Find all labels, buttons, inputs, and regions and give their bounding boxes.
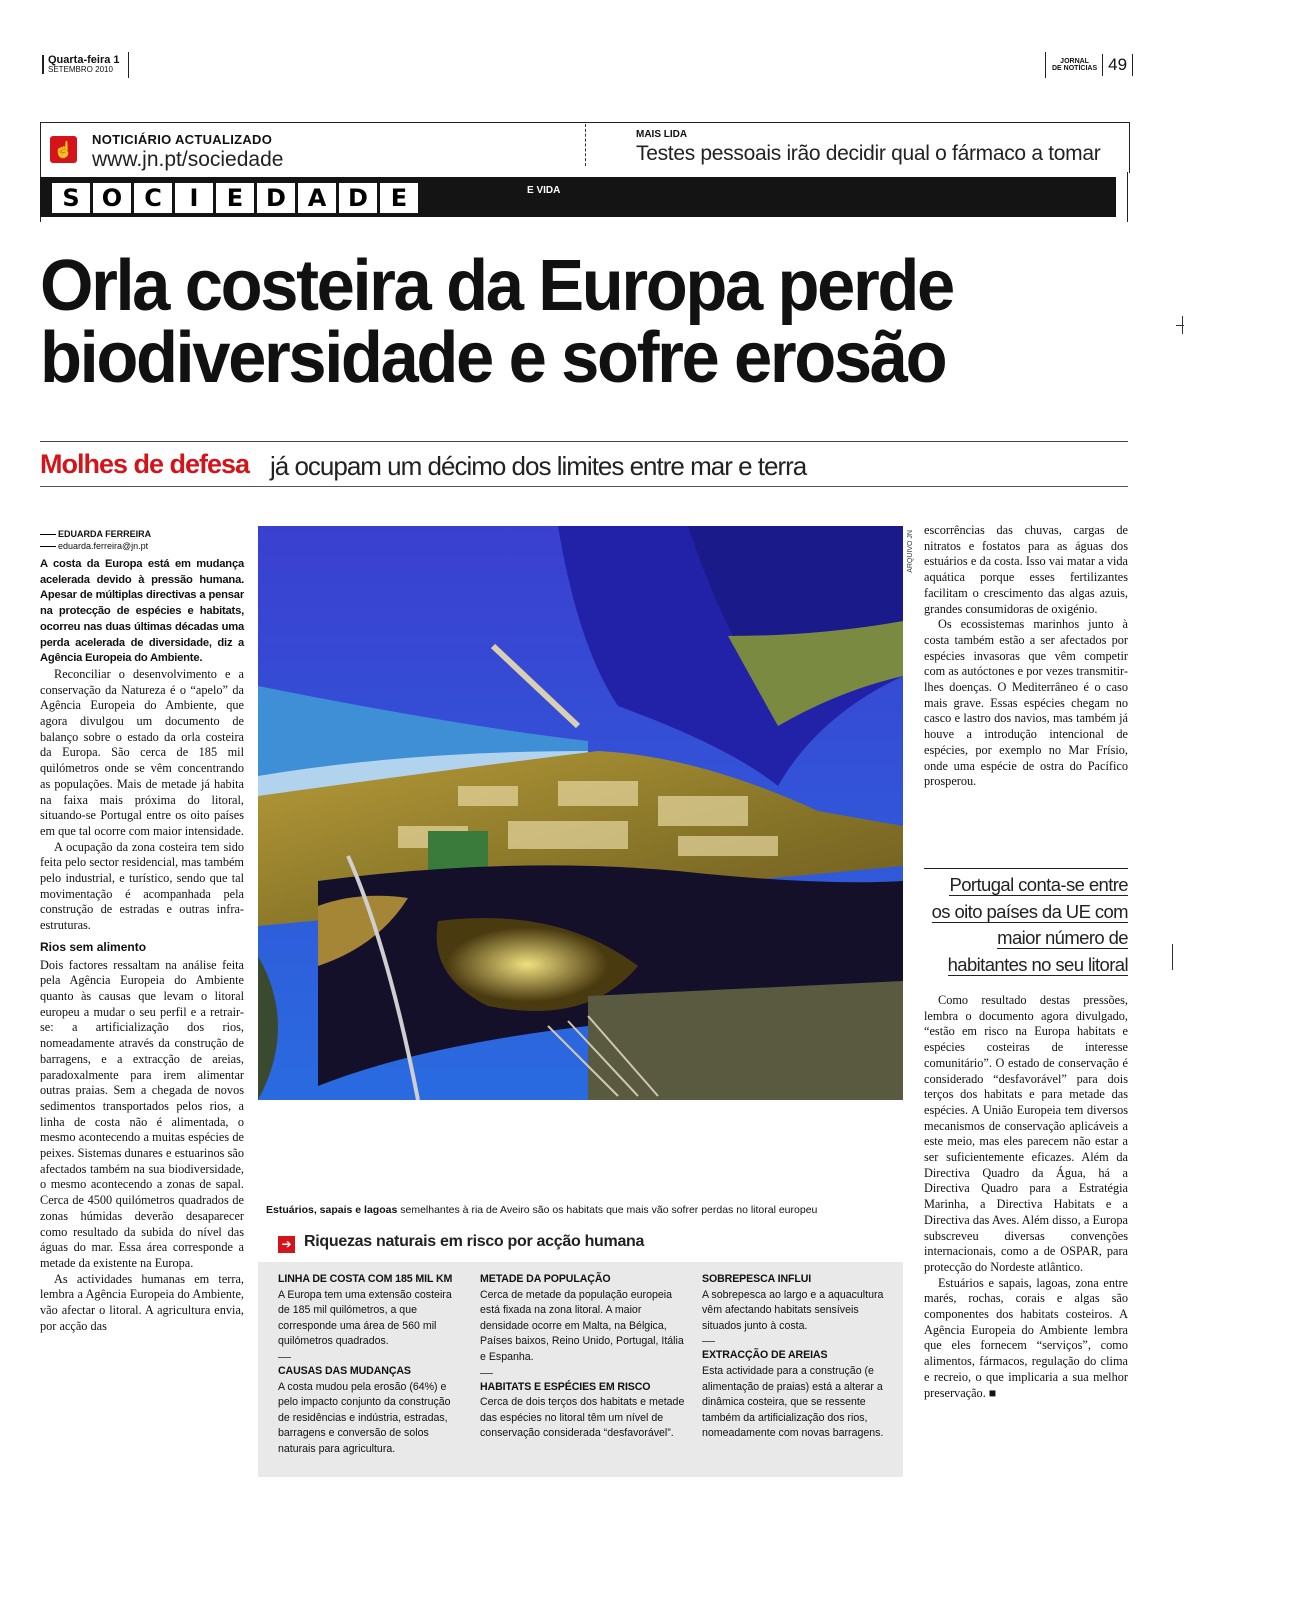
section-letter: I	[175, 183, 213, 213]
arrow-right-icon: ➔	[278, 1236, 295, 1253]
article-paragraph: Os ecossistemas marinhos junto à costa também estão a ser afectados por espécies invasoras que vêm competir com as autóctones e por vezes transmitir-lhes doenças. O Mediterrâneo é o caso mais grave. Essas espécies chegam no casco e lastro dos navios, mas também já houve a introdução intencional de espécies, por exemplo no Mar Frísio, onde uma espécie de ostra do Pacífico prosperou.	[924, 617, 1128, 789]
issue-date	[42, 55, 120, 74]
photo-caption	[266, 1204, 817, 1216]
subheadline-highlight: Molhes de defesa	[40, 449, 250, 479]
section-right-rule	[1127, 172, 1128, 222]
article-paragraph: A ocupação da zona costeira tem sido feita pelo sector residencial, mas também pelo industrial, e turístico, sendo que tal movimentação é acompanhada pela construção de estradas e outras infra-estruturas.	[40, 839, 244, 933]
section-letter: C	[134, 183, 172, 213]
section-letter: O	[93, 183, 131, 213]
article-lead: A costa da Europa está em mudança acelerada devido à pressão humana. Apesar de múltiplas directivas a pensar na protecção de espécies e habitats, ocorreu nas duas últimas décadas uma perda acelerada de diversidade, diz a Agência Europeia do Ambiente.	[40, 558, 244, 665]
infobox-column-1	[278, 1272, 464, 1458]
photo-credit: ARQUIVO JN	[907, 530, 914, 573]
infobox-column-3	[702, 1272, 890, 1442]
section-letter: E	[380, 183, 418, 213]
infobox-heading: HABITATS E ESPÉCIES EM RISCO	[480, 1380, 651, 1393]
page-number: 49	[1108, 55, 1128, 74]
pull-quote	[924, 872, 1128, 978]
pull-quote-line: os oito países da UE com	[931, 900, 1128, 922]
subheadline-text: já ocupam um décimo dos limites entre mar e terra	[270, 451, 807, 481]
byline	[40, 528, 151, 552]
pull-quote-top-rule	[924, 868, 1128, 869]
paper-name	[1052, 58, 1097, 73]
article-paragraph: As actividades humanas em terra, lembra a Agência Europeia do Ambiente, vão afectar o litoral. A agricultura envia, por acção das	[40, 1271, 244, 1333]
subheadline-top-rule	[40, 441, 1128, 442]
subheadline-bottom-rule	[40, 486, 1128, 487]
most-read-link[interactable]: Testes pessoais irão decidir qual o fármaco a tomar	[636, 142, 1101, 165]
article-paragraph: Como resultado destas pressões, lembra o documento agora divulgado, “estão em risco na Europa habitats e espécies costeiras de interesse comunitário”. O estado de conservação é considerado “desfavorável” para dois terços dos habitats e para metade das espécies. A União Europeia tem diversos mecanismos de conservação aplicáveis a este meio, mas eles parecem não estar a ser suficientemente eficazes. Além da Directiva Quadro da Água, há a Directiva Quadro para a Estratégia Marinha, a Directiva Habitats e a Directiva das Aves. Além disso, a Europa subscreveu diversas convenções internacionais, como a de OSPAR, para protecção do Nordeste atlântico.	[924, 993, 1128, 1274]
pointer-hand-icon: ☝	[50, 136, 77, 163]
notice-divider	[585, 124, 587, 166]
infobox-heading: EXTRACÇÃO DE AREIAS	[702, 1349, 828, 1362]
infobox-heading: LINHA DE COSTA COM 185 MIL KM	[278, 1273, 453, 1285]
crop-mark	[1172, 944, 1173, 970]
most-read-label: MAIS LIDA	[636, 129, 688, 140]
infobox-text: A Europa tem uma extensão costeira de 185 mil quilómetros, a que corresponde uma área de 560 mil quilómetros quadrados.	[278, 1288, 452, 1348]
header-divider	[128, 52, 129, 78]
pull-quote-line: maior número de	[997, 927, 1128, 948]
section-letter: D	[257, 183, 295, 213]
article-subhead: Rios sem alimento	[40, 939, 147, 954]
paper-name-line2: DE NOTÍCIAS	[1052, 65, 1098, 72]
infobox-title: Riquezas naturais em risco por acção humana	[304, 1233, 645, 1250]
infobox-text: Cerca de metade da população europeia está fixada na zona litoral. A maior densidade ocorre em Malta, na Bélgica, Países baixos, Reino Unido, Portugal, Itália e Espanha.	[480, 1288, 684, 1363]
article-column-3-top	[924, 523, 1128, 790]
masthead-divider	[1102, 54, 1103, 76]
article-paragraph: Estuários e sapais, lagoas, zona entre marés, rochas, corais e algas são componentes dos habitats costeiros. A Agência Europeia do Ambiente lembra que eles fornecem “serviços”, como alimentos, fármacos, regulação do clima e recreio, o que implicaria a sua melhor preservação. ■	[924, 1275, 1128, 1400]
section-title	[52, 183, 418, 213]
issue-month: SETEMBRO 2010	[48, 65, 113, 74]
infobox-text: A costa mudou pela erosão (64%) e pelo impacto conjunto da construção de residências e indústria, estradas, barragens e conversão de solos naturais para agricultura.	[278, 1380, 451, 1455]
pull-quote-line: Portugal conta-se entre	[949, 874, 1128, 895]
paper-name-line1: JORNAL	[1060, 57, 1089, 65]
pull-quote-line: habitantes no seu litoral	[947, 953, 1128, 975]
section-letter: E	[216, 183, 254, 213]
infobox-heading: SOBREPESCA INFLUI	[702, 1273, 812, 1285]
author-name: EDUARDA FERREIRA	[58, 529, 152, 539]
paper-masthead	[1045, 52, 1133, 78]
caption-text: semelhantes à ria de Aveiro são os habitats que mais vão sofrer perdas no litoral europeu	[400, 1204, 818, 1216]
notice-title: NOTICIÁRIO ACTUALIZADO	[92, 132, 273, 147]
infobox-heading: CAUSAS DAS MUDANÇAS	[278, 1364, 411, 1377]
article-paragraph: Dois factores ressaltam na análise feita pela Agência Europeia do Ambiente quanto às causas que levam o litoral europeu a mudar o seu perfil e a retrair-se: a artificialização dos rios, nomeadamente através da construção de barragens, e a extracção de areias, paradoxalmente para irem alimentar outras praias. Sem a chegada de novos sedimentos transportados pelos rios, a linha de costa não é alimentada, o mesmo acontecendo a muitas espécies de peixes. Sistemas dunares e estuarinos são afectados também na sua biodiversidade, o mesmo acontecendo a zonas de sapal. Cerca de 4500 quilómetros quadrados de zonas húmidas deverão desaparecer como resultado da subida do nível das águas do mar. Essa área corresponde a metade da existente na Europa.	[40, 957, 244, 1270]
infobox-column-2	[480, 1272, 686, 1442]
headline-line-1: Orla costeira da Europa perde	[40, 246, 953, 326]
article-column-1	[40, 557, 244, 1334]
infobox-text: Esta actividade para a construção (e alimentação de praias) está a alterar a dinâmica costeira, que se ressente também da artificialização dos rios, nomeadamente com novas barragens.	[702, 1364, 884, 1440]
crop-mark	[1176, 325, 1184, 326]
headline-line-2: biodiversidade e sofre erosão	[40, 318, 946, 398]
caption-bold: Estuários, sapais e lagoas	[266, 1204, 398, 1216]
section-letter: S	[52, 183, 90, 213]
infobox-divider	[702, 1341, 715, 1342]
notice-url-link[interactable]: www.jn.pt/sociedade	[92, 148, 284, 171]
masthead-divider-end	[1132, 54, 1133, 76]
infobox-heading: METADE DA POPULAÇÃO	[480, 1273, 611, 1285]
infobox-divider	[480, 1373, 493, 1374]
infobox-divider	[278, 1357, 291, 1358]
article-column-3-bottom	[924, 993, 1128, 1401]
article-paragraph: escorrências das chuvas, cargas de nitratos e fostatos para as águas dos estuários e da costa. Isso vai matar a vida aquática porque esses fertilizantes facilitam o crescimento das algas azuis, grandes consumidoras de oxigénio.	[924, 523, 1128, 616]
section-letter: A	[298, 183, 336, 213]
section-letter: D	[339, 183, 377, 213]
aerial-photo	[258, 526, 903, 1100]
article-headline	[40, 246, 1100, 398]
infobox-text: Cerca de dois terços dos habitats e metade das espécies no litoral têm um nível de conservação considerada “desfavorável”.	[480, 1396, 685, 1440]
section-subtitle: E VIDA	[527, 185, 561, 196]
infobox-text: A sobrepesca ao largo e a aquacultura vêm afectando habitats sensíveis situados junto à costa.	[702, 1288, 884, 1332]
author-email[interactable]: eduarda.ferreira@jn.pt	[58, 541, 149, 551]
article-paragraph: Reconciliar o desenvolvimento e a conservação da Natureza é o “apelo” da Agência Europeia do Ambiente, que agora divulgou um documento de balanço sobre o estado da orla costeira da Europa. São cerca de 185 mil quilómetros onde se vêm concentrando as populações. Mais de metade já habita na faixa mais próxima do litoral, situando-se Portugal entre os oito países em que tal ocorre com maior intensidade.	[40, 666, 244, 838]
issue-day: Quarta-feira 1	[48, 54, 120, 66]
